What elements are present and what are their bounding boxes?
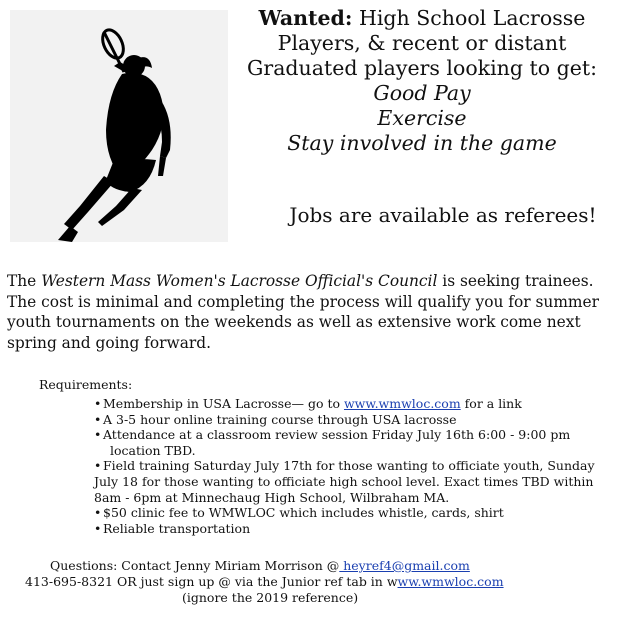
requirement-text: Attendance at a classroom review session Friday July 16th 6:00 - 9:00 pm <box>103 427 571 443</box>
requirement-item <box>94 521 614 537</box>
requirement-item <box>94 427 614 443</box>
wanted-label: Wanted: <box>258 6 353 30</box>
requirement-text: Reliable transportation <box>103 520 251 536</box>
headline-line-2: Players, & recent or distant <box>277 31 567 55</box>
lacrosse-player-silhouette <box>10 10 228 242</box>
contact-text: 413-695-8321 OR just sign up @ via the Junior ref tab in w <box>25 574 398 589</box>
requirement-item-continuation: location TBD. <box>110 442 196 458</box>
requirement-text: A 3-5 hour online training course through USA lacrosse <box>103 411 457 427</box>
bullet: • <box>94 427 102 443</box>
benefit-good-pay: Good Pay <box>373 81 471 105</box>
org-name: Western Mass Women's Lacrosse Official's Council <box>41 272 438 290</box>
bullet: • <box>94 396 102 411</box>
requirement-text: $50 clinic fee to WMWLOC which includes whistle, cards, shirt <box>103 505 504 521</box>
headline-line-3: Graduated players looking to get: <box>247 56 597 80</box>
bullet: • <box>94 520 102 536</box>
website-link[interactable]: ww.wmwloc.com <box>397 574 504 589</box>
intro-rest: is seeking trainees. The cost is minimal and completing the process will qualify you for summer youth tournaments on the weekends as well as extensive work come next spring and going forward. <box>7 272 599 352</box>
requirements-title: Requirements: <box>39 377 133 392</box>
requirement-text: Field training Saturday July 17th for those wanting to officiate youth, Sunday July 18 for those wanting to officiate high school level. Exact times TBD within 8am - 6pm at Minnechaug High School, Wilbraham MA. <box>94 458 595 505</box>
headline-line-1-rest: High School Lacrosse <box>352 6 586 30</box>
requirement-text-tail: for a link <box>460 396 522 411</box>
requirement-item <box>39 458 614 505</box>
requirement-item <box>94 505 614 521</box>
benefit-stay-involved: Stay involved in the game <box>287 131 557 155</box>
bullet: • <box>94 458 102 474</box>
requirement-text: Membership in USA Lacrosse— go to <box>103 396 344 411</box>
headline-line-1 <box>232 6 612 31</box>
wmwloc-link[interactable]: www.wmwloc.com <box>343 396 461 411</box>
bullet: • <box>94 411 102 427</box>
requirement-item <box>94 412 614 428</box>
player-silhouette-icon <box>10 10 228 242</box>
contact-text: Questions: Contact Jenny Miriam Morrison @ <box>50 558 340 573</box>
contact-line-2 <box>25 574 504 590</box>
jobs-available-text: Jobs are available as referees! <box>289 203 597 227</box>
requirements-list <box>94 396 614 536</box>
bullet: • <box>94 505 102 521</box>
intro-prefix: The <box>7 272 42 290</box>
benefit-exercise: Exercise <box>377 106 467 130</box>
email-link[interactable]: heyref4@gmail.com <box>339 558 470 573</box>
headline-block <box>232 6 612 156</box>
contact-note: (ignore the 2019 reference) <box>182 590 359 605</box>
contact-line-1 <box>50 558 470 574</box>
requirement-item <box>94 396 614 412</box>
intro-paragraph <box>7 271 619 353</box>
